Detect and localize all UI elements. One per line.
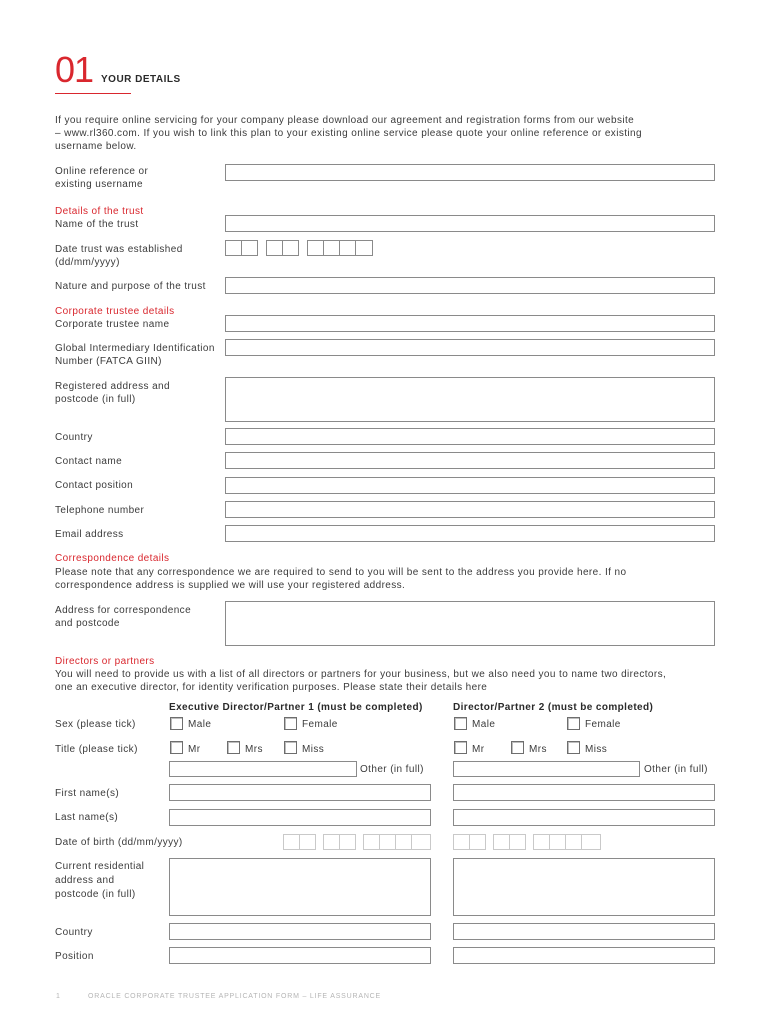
residential-address-label-1: Current residential [55, 861, 145, 872]
corporate-name-input[interactable] [225, 315, 715, 332]
director1-address-input[interactable] [169, 858, 431, 916]
trust-date-label-1: Date trust was established [55, 244, 183, 255]
director2-mrs-label: Mrs [529, 744, 547, 755]
correspondence-address-input[interactable] [225, 601, 715, 646]
header-underline [55, 93, 131, 94]
telephone-label: Telephone number [55, 505, 145, 516]
intro-line-2: – www.rl360.com. If you wish to link this plan to your existing online service please quote your online reference or existing [55, 128, 642, 139]
trust-heading: Details of the trust [55, 206, 144, 217]
directors-note-2: one an executive director, for identity verification purposes. Please state their details here [55, 682, 488, 693]
contact-position-input[interactable] [225, 477, 715, 494]
corporate-country-input[interactable] [225, 428, 715, 445]
trust-name-input[interactable] [225, 215, 715, 232]
director1-mrs-checkbox[interactable] [227, 741, 240, 754]
telephone-input[interactable] [225, 501, 715, 518]
trust-date-label-2: (dd/mm/yyyy) [55, 257, 120, 268]
director2-country-input[interactable] [453, 923, 715, 940]
corporate-heading: Corporate trustee details [55, 306, 175, 317]
registered-address-label-2: postcode (in full) [55, 394, 136, 405]
director2-miss-checkbox[interactable] [567, 741, 580, 754]
intro-line-3: username below. [55, 141, 137, 152]
title-label: Title (please tick) [55, 744, 138, 755]
director1-mr-checkbox[interactable] [170, 741, 183, 754]
trust-name-label: Name of the trust [55, 219, 139, 230]
director-country-label: Country [55, 927, 93, 938]
dob-label: Date of birth (dd/mm/yyyy) [55, 837, 183, 848]
corporate-name-label: Corporate trustee name [55, 319, 170, 330]
trust-purpose-input[interactable] [225, 277, 715, 294]
director1-position-input[interactable] [169, 947, 431, 964]
director2-female-label: Female [585, 719, 621, 730]
director1-female-checkbox[interactable] [284, 717, 297, 730]
director2-other-label: Other (in full) [644, 764, 708, 775]
correspondence-address-label-2: and postcode [55, 618, 120, 629]
trust-purpose-label: Nature and purpose of the trust [55, 281, 206, 292]
contact-position-label: Contact position [55, 480, 134, 491]
online-reference-label-1: Online reference or [55, 166, 149, 177]
section-number: 01 [55, 49, 94, 90]
last-name-label: Last name(s) [55, 812, 119, 823]
correspondence-heading: Correspondence details [55, 553, 170, 564]
director1-other-label: Other (in full) [360, 764, 424, 775]
director1-country-input[interactable] [169, 923, 431, 940]
online-reference-label-2: existing username [55, 179, 143, 190]
email-input[interactable] [225, 525, 715, 542]
page-number: 1 [56, 993, 61, 1000]
correspondence-address-label-1: Address for correspondence [55, 605, 192, 616]
directors-note-1: You will need to provide us with a list of all directors or partners for your business, but we also need you to name two directors, [55, 669, 667, 680]
giin-label-2: Number (FATCA GIIN) [55, 356, 162, 367]
contact-name-input[interactable] [225, 452, 715, 469]
director1-female-label: Female [302, 719, 338, 730]
director2-mrs-checkbox[interactable] [511, 741, 524, 754]
first-name-label: First name(s) [55, 788, 120, 799]
intro-line-1: If you require online servicing for your company please download our agreement and registration forms from our website [55, 115, 635, 126]
directors-heading: Directors or partners [55, 656, 155, 667]
footer-form-name: ORACLE CORPORATE TRUSTEE APPLICATION FORM – LIFE ASSURANCE [88, 993, 382, 1000]
director2-last-name-input[interactable] [453, 809, 715, 826]
correspondence-note-1: Please note that any correspondence we are required to send to you will be sent to the address you provide here. If no [55, 567, 627, 578]
residential-address-label-3: postcode (in full) [55, 889, 136, 900]
director1-title: Executive Director/Partner 1 (must be completed) [169, 702, 423, 713]
director1-miss-label: Miss [302, 744, 325, 755]
registered-address-label-1: Registered address and [55, 381, 170, 392]
section-title: YOUR DETAILS [101, 74, 181, 85]
director1-other-title-input[interactable] [169, 761, 357, 777]
director2-title: Director/Partner 2 (must be completed) [453, 702, 654, 713]
director1-miss-checkbox[interactable] [284, 741, 297, 754]
residential-address-label-2: address and [55, 875, 115, 886]
director1-male-checkbox[interactable] [170, 717, 183, 730]
director1-last-name-input[interactable] [169, 809, 431, 826]
director2-female-checkbox[interactable] [567, 717, 580, 730]
director1-first-name-input[interactable] [169, 784, 431, 801]
director2-other-title-input[interactable] [453, 761, 640, 777]
correspondence-note-2: correspondence address is supplied we will use your registered address. [55, 580, 406, 591]
director2-miss-label: Miss [585, 744, 608, 755]
director2-male-label: Male [472, 719, 496, 730]
director1-mr-label: Mr [188, 744, 201, 755]
director1-male-label: Male [188, 719, 212, 730]
director2-position-input[interactable] [453, 947, 715, 964]
giin-label-1: Global Intermediary Identification [55, 343, 215, 354]
director2-mr-label: Mr [472, 744, 485, 755]
director2-male-checkbox[interactable] [454, 717, 467, 730]
sex-label: Sex (please tick) [55, 719, 136, 730]
corporate-country-label: Country [55, 432, 93, 443]
registered-address-input[interactable] [225, 377, 715, 422]
director2-first-name-input[interactable] [453, 784, 715, 801]
email-label: Email address [55, 529, 124, 540]
director1-mrs-label: Mrs [245, 744, 263, 755]
director2-mr-checkbox[interactable] [454, 741, 467, 754]
giin-input[interactable] [225, 339, 715, 356]
director2-address-input[interactable] [453, 858, 715, 916]
online-reference-input[interactable] [225, 164, 715, 181]
contact-name-label: Contact name [55, 456, 123, 467]
director-position-label: Position [55, 951, 94, 962]
